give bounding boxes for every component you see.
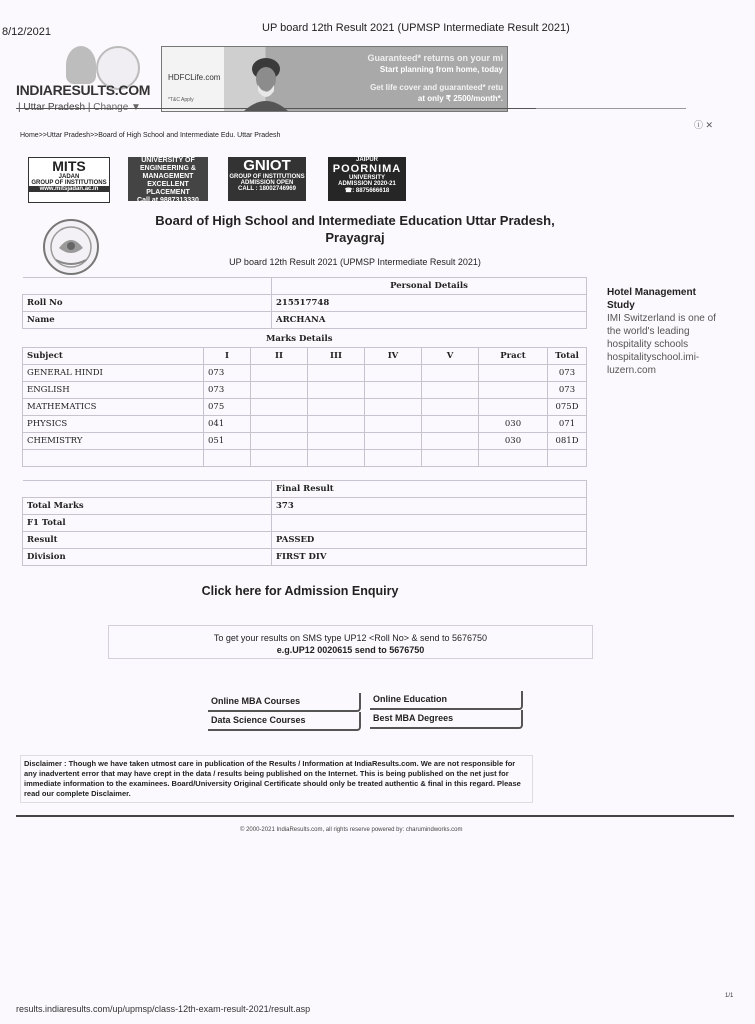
- total-marks-label: Total Marks: [23, 498, 272, 515]
- subject-cell: CHEMISTRY: [23, 433, 204, 450]
- theory-cell: 075: [204, 399, 251, 416]
- uem-line4: EXCELLENT PLACEMENT: [146, 181, 190, 196]
- col-subject: Subject: [23, 348, 204, 365]
- uem-line3: MANAGEMENT: [142, 173, 194, 180]
- pract-cell: 030: [479, 416, 548, 433]
- name-label: Name: [23, 312, 272, 329]
- mits-sub2: GROUP OF INSTITUTIONS: [31, 180, 107, 186]
- uem-line1: UNIVERSITY OF: [141, 157, 195, 164]
- table-row: [23, 416, 587, 433]
- pract-cell: [479, 382, 548, 399]
- up-board-emblem-icon: [42, 218, 100, 276]
- col-iii: III: [308, 348, 365, 365]
- final-result-table: [22, 480, 587, 566]
- mits-url: www.mitsjadan.ac.in: [29, 186, 109, 192]
- result-label: Result: [23, 532, 272, 549]
- pract-cell: [479, 365, 548, 382]
- table-row: [23, 382, 587, 399]
- side-ad-heading: Hotel Management Study: [607, 287, 696, 311]
- ad-headline: Guaranteed* returns on your mi: [367, 53, 503, 63]
- gniot-name: GNIOT: [243, 157, 291, 174]
- f1-total-value: [272, 515, 587, 532]
- theory-cell: 041: [204, 416, 251, 433]
- sponsor-logos: [28, 157, 418, 203]
- gniot-logo[interactable]: [228, 157, 306, 201]
- total-cell: 081D: [548, 433, 587, 450]
- header-divider: [16, 108, 536, 109]
- table-row-empty: [23, 450, 587, 467]
- gniot-sub: GROUP OF INSTITUTIONS: [229, 174, 305, 180]
- subject-cell: GENERAL HINDI: [23, 365, 204, 382]
- mits-name: MITS: [52, 158, 86, 174]
- header-divider-right: [536, 108, 686, 109]
- subject-cell: PHYSICS: [23, 416, 204, 433]
- logo-figure-icon: [66, 46, 96, 84]
- subject-cell: MATHEMATICS: [23, 399, 204, 416]
- roll-no-label: Roll No: [23, 295, 272, 312]
- pract-cell: 030: [479, 433, 548, 450]
- breadcrumb-home[interactable]: Home: [20, 132, 39, 139]
- total-cell: 073: [548, 365, 587, 382]
- pract-cell: [479, 399, 548, 416]
- ad-close-icon[interactable]: ⓘ ✕: [694, 120, 714, 130]
- mits-sub1: JADAN: [58, 174, 80, 180]
- poornima-name: POORNIMA: [332, 163, 402, 175]
- total-marks-value: 373: [272, 498, 587, 515]
- table-row: [23, 365, 587, 382]
- print-page-title: UP board 12th Result 2021 (UPMSP Intermediate Result 2021): [262, 22, 570, 34]
- total-cell: 075D: [548, 399, 587, 416]
- best-mba-degrees-link[interactable]: Best MBA Degrees: [370, 710, 523, 729]
- subject-cell: ENGLISH: [23, 382, 204, 399]
- side-ad[interactable]: [607, 286, 717, 377]
- division-label: Division: [23, 549, 272, 566]
- total-cell: 073: [548, 382, 587, 399]
- col-iv: IV: [365, 348, 422, 365]
- division-value: FIRST DIV: [272, 549, 587, 566]
- f1-total-label: F1 Total: [23, 515, 272, 532]
- marks-table: [22, 347, 587, 467]
- sms-instruction: To get your results on SMS type UP12 <Roll No> & send to 5676750: [213, 633, 488, 643]
- poornima-pre: JAIPUR: [355, 157, 378, 163]
- poornima-sub: UNIVERSITY: [348, 175, 385, 181]
- gniot-admission: ADMISSION OPEN: [240, 180, 294, 186]
- poornima-admission: ADMISSION 2020-21: [338, 181, 396, 187]
- online-education-link[interactable]: Online Education: [370, 691, 523, 710]
- uem-logo[interactable]: [128, 157, 208, 204]
- table-row: [23, 433, 587, 450]
- total-cell: 071: [548, 416, 587, 433]
- ad-offer-line: Get life cover and guaranteed* retu: [370, 83, 503, 92]
- disclaimer: [20, 755, 533, 803]
- disclaimer-text: Disclaimer : Though we have taken utmost care in publication of the Results / Information at IndiaResults.com. We are not responsible for any inadvertent error that may have crept in the data / results being published on the Internet. This is being published on the net just for immediate information to the examinees. Board/University Original Certificate should only be treated authentic & final in this regard. Please read our complete: [24, 759, 521, 798]
- personal-details-heading: Personal Details: [272, 278, 587, 295]
- theory-cell: 073: [204, 382, 251, 399]
- marks-header-row: [23, 348, 587, 365]
- col-total: Total: [548, 348, 587, 365]
- board-title: Board of High School and Intermediate Education Uttar Pradesh, Prayagraj: [155, 213, 555, 245]
- breadcrumb: Home>>Uttar Pradesh>>Board of High School and Intermediate Edu. Uttar Pradesh: [20, 132, 281, 139]
- mits-logo[interactable]: [28, 157, 110, 203]
- col-pract: Pract: [479, 348, 548, 365]
- page-url: results.indiaresults.com/up/upmsp/class-12th-exam-result-2021/result.asp: [16, 1004, 311, 1014]
- ad-terms: *T&C Apply: [168, 97, 194, 103]
- site-logo-text: INDIARESULTS.COM: [16, 82, 151, 98]
- breadcrumb-state[interactable]: Uttar Pradesh: [46, 132, 91, 139]
- ad-subline: Start planning from home, today: [379, 65, 503, 74]
- side-ad-body: IMI Switzerland is one of the world's leading hospitality schools hospitalityschool.imi-luzern.com: [607, 313, 716, 376]
- name-value: ARCHANA: [272, 312, 587, 329]
- sms-info-box: [108, 625, 593, 659]
- data-science-courses-link[interactable]: Data Science Courses: [208, 712, 361, 731]
- ad-price-line: at only ₹ 2500/month*.: [417, 94, 503, 103]
- final-result-heading: Final Result: [272, 481, 587, 498]
- sms-example: e.g.UP12 0020615 send to 5676750: [276, 645, 425, 655]
- print-date: 8/12/2021: [2, 26, 51, 38]
- col-v: V: [422, 348, 479, 365]
- site-logo[interactable]: [16, 46, 156, 116]
- ad-brand: HDFCLife.com: [168, 73, 221, 82]
- page-number: 1/1: [725, 993, 734, 999]
- copyright: © 2000-2021 IndiaResults.com, all rights reserve powered by: charumindworks.com: [240, 827, 463, 833]
- uem-line2: ENGINEERING &: [139, 165, 196, 172]
- uem-call: Call at 9887313330: [137, 197, 199, 204]
- col-ii: II: [251, 348, 308, 365]
- poornima-logo[interactable]: [328, 157, 406, 201]
- result-value: PASSED: [272, 532, 587, 549]
- table-row: [23, 399, 587, 416]
- roll-no-value: 215517748: [272, 295, 587, 312]
- poornima-call: ☎: 8875666618: [344, 188, 390, 194]
- ad-person-image: [240, 55, 292, 111]
- col-i: I: [204, 348, 251, 365]
- result-subtitle: UP board 12th Result 2021 (UPMSP Intermediate Result 2021): [229, 257, 481, 267]
- theory-cell: 073: [204, 365, 251, 382]
- admission-enquiry-link[interactable]: Click here for Admission Enquiry: [201, 584, 399, 598]
- top-ad-banner[interactable]: [161, 46, 508, 112]
- disclaimer-link[interactable]: Disclaimer.: [91, 789, 131, 798]
- gniot-call: CALL : 18002746969: [238, 186, 296, 192]
- personal-details-table: [22, 277, 587, 329]
- marks-details-heading: Marks Details: [266, 334, 333, 344]
- online-mba-courses-link[interactable]: Online MBA Courses: [208, 693, 361, 712]
- breadcrumb-board[interactable]: Board of High School and Intermediate Edu. Uttar Pradesh: [98, 132, 281, 139]
- footer-divider: [16, 815, 734, 817]
- theory-cell: 051: [204, 433, 251, 450]
